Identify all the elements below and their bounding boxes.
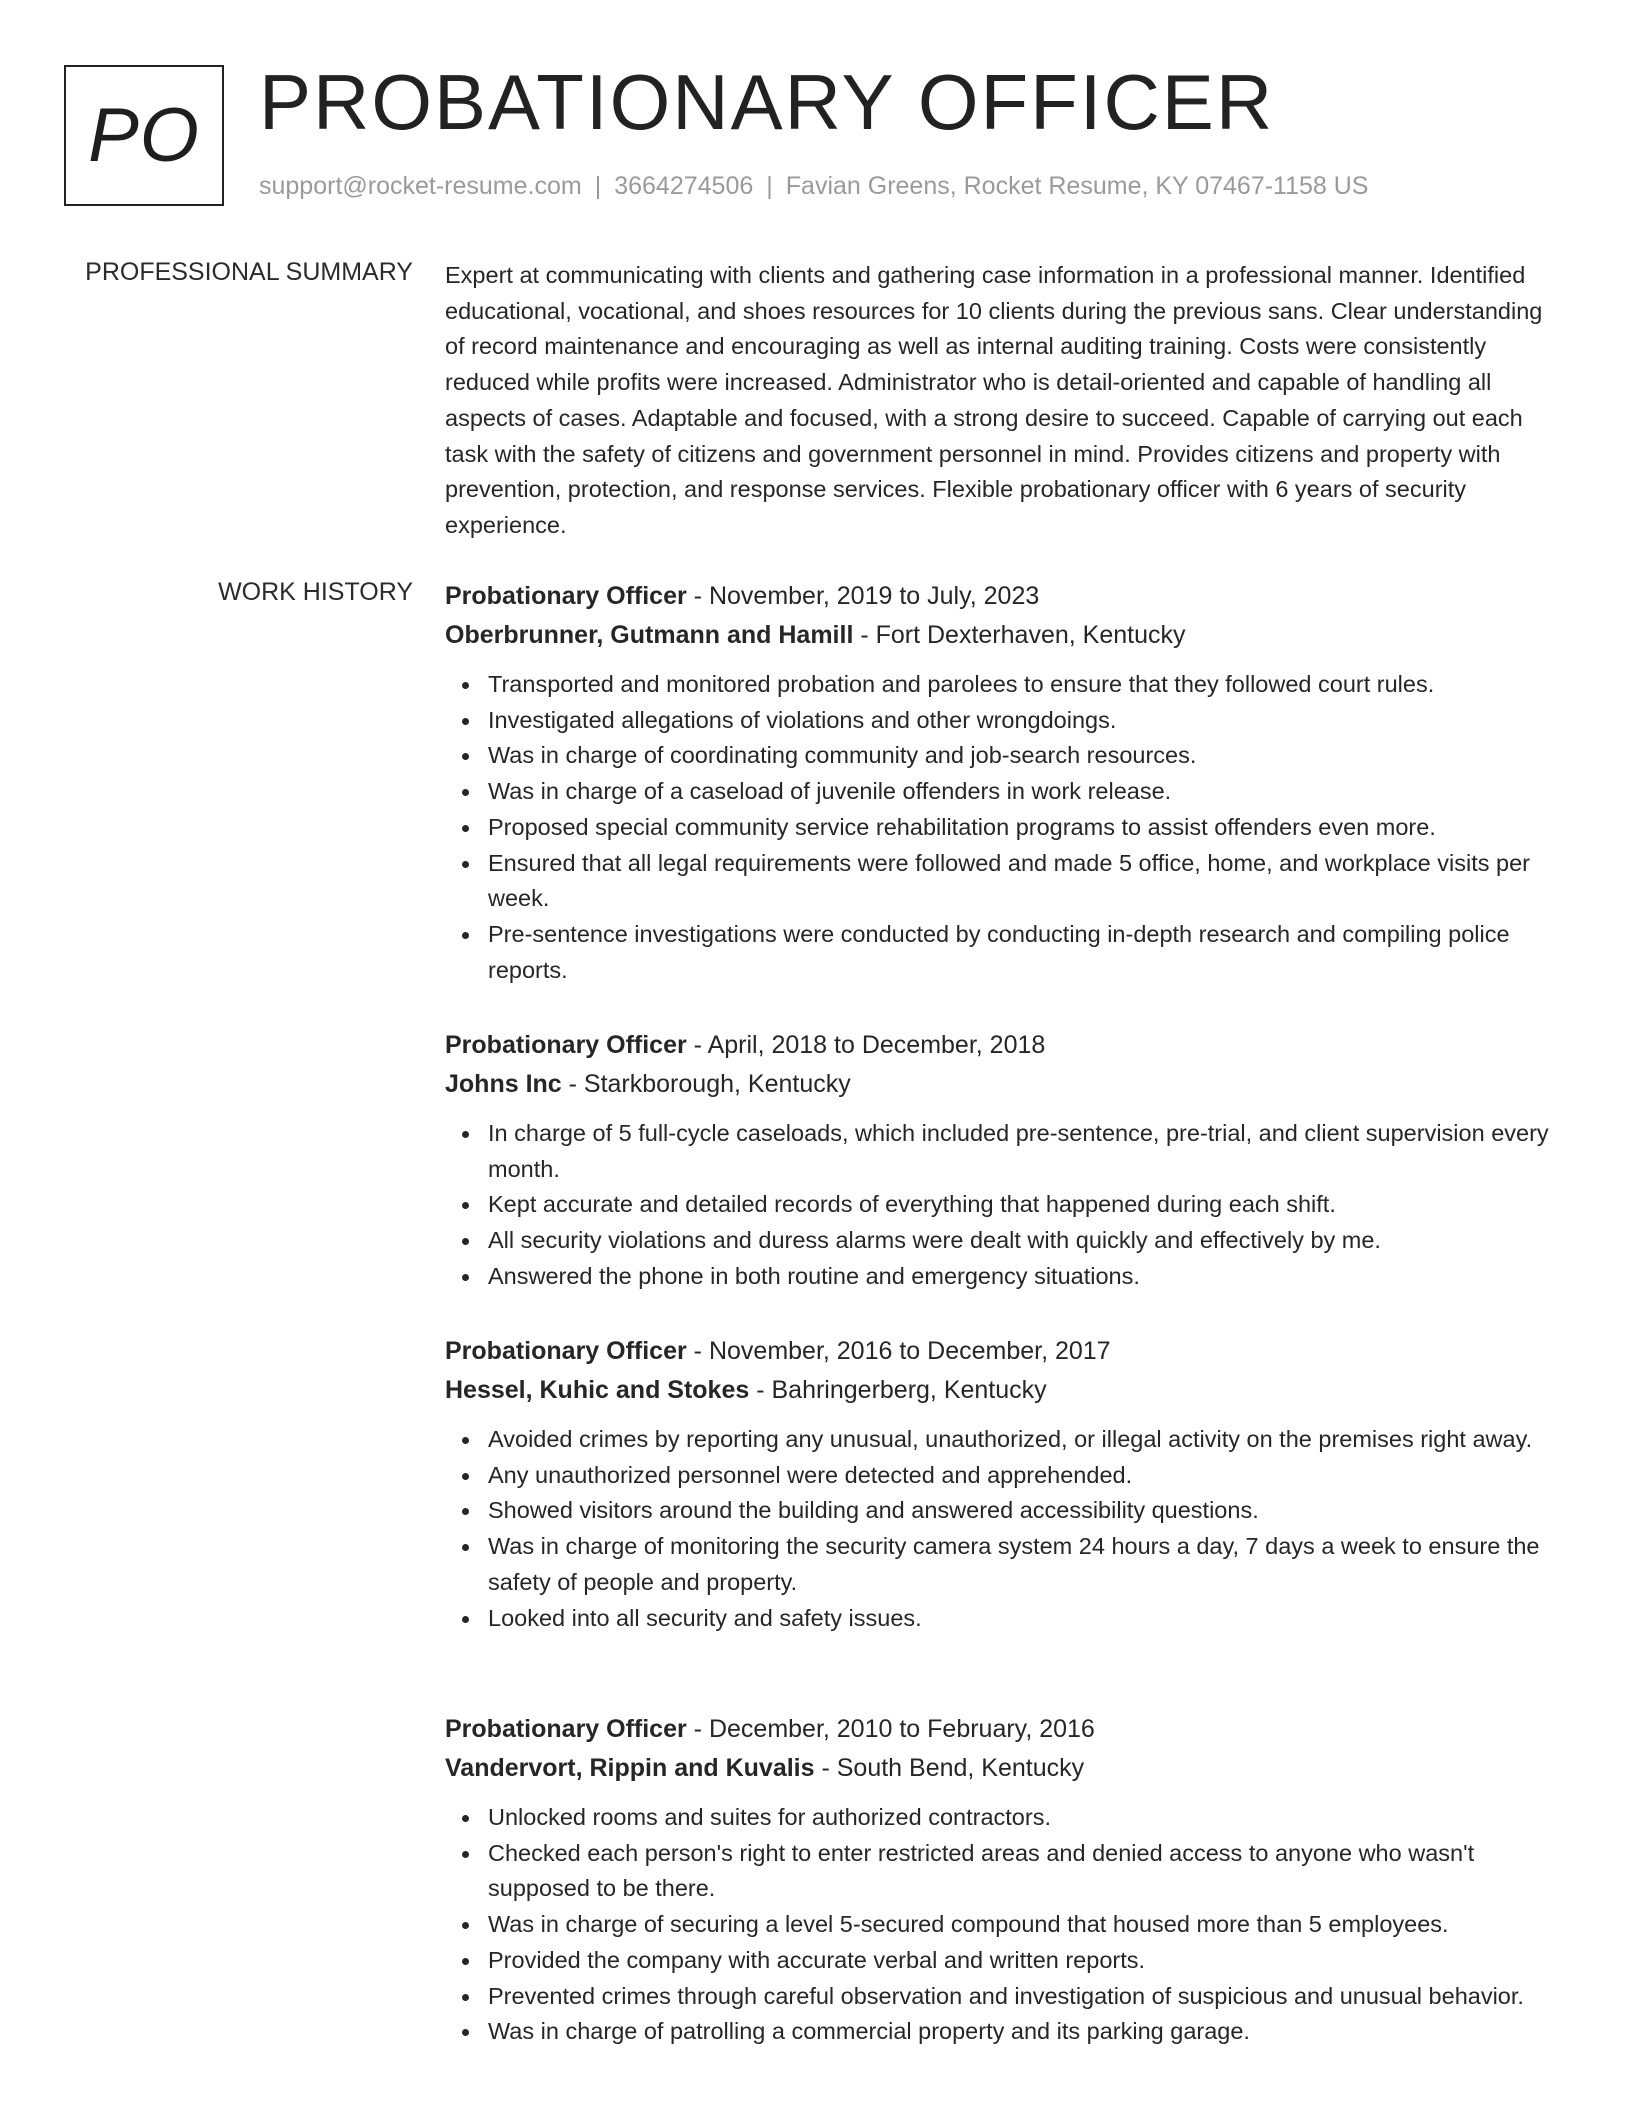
job-bullet: All security violations and duress alarms were dealt with quickly and effectively by me. — [488, 1223, 1560, 1259]
job-company: Johns Inc — [445, 1070, 562, 1098]
job-title-line — [445, 1710, 1560, 1749]
job-bullets — [445, 1422, 1560, 1636]
job-company-line — [445, 1749, 1560, 1788]
job-bullets — [445, 1116, 1560, 1295]
job-bullet: Proposed special community service rehabilitation programs to assist offenders even more. — [488, 810, 1560, 846]
contact-email: support@rocket-resume.com — [259, 172, 582, 200]
job-entry — [445, 577, 1560, 1026]
work-history-list — [445, 577, 1560, 2050]
job-bullet: Provided the company with accurate verbal and written reports. — [488, 1943, 1560, 1979]
job-bullet: Prevented crimes through careful observation and investigation of suspicious and unusual behavior. — [488, 1979, 1560, 2015]
job-entry — [445, 1710, 1560, 2050]
job-entry — [445, 1332, 1560, 1710]
job-bullets — [445, 667, 1560, 988]
work-history-heading: WORK HISTORY — [218, 578, 413, 606]
job-bullet: Investigated allegations of violations and other wrongdoings. — [488, 703, 1560, 739]
contact-line — [259, 172, 1368, 201]
job-company: Hessel, Kuhic and Stokes — [445, 1376, 750, 1404]
job-title: Probationary Officer — [445, 1337, 687, 1365]
job-bullet: Was in charge of securing a level 5-secured compound that housed more than 5 employees. — [488, 1907, 1560, 1943]
job-location: - Fort Dexterhaven, Kentucky — [853, 621, 1186, 649]
job-bullet: Showed visitors around the building and answered accessibility questions. — [488, 1493, 1560, 1529]
job-bullet: Was in charge of monitoring the security camera system 24 hours a day, 7 days a week to ensure the safety of people and property. — [488, 1529, 1560, 1600]
job-entry — [445, 1026, 1560, 1332]
job-dates: - November, 2016 to December, 2017 — [686, 1337, 1111, 1365]
job-bullet: Kept accurate and detailed records of everything that happened during each shift. — [488, 1187, 1560, 1223]
contact-phone: 3664274506 — [614, 172, 754, 200]
job-location: - South Bend, Kentucky — [814, 1754, 1085, 1782]
job-title: Probationary Officer — [445, 1715, 687, 1743]
job-bullet: In charge of 5 full-cycle caseloads, which included pre-sentence, pre-trial, and client supervision every month. — [488, 1116, 1560, 1187]
job-location: - Bahringerberg, Kentucky — [749, 1376, 1047, 1404]
job-dates: - April, 2018 to December, 2018 — [686, 1031, 1046, 1059]
job-company-line — [445, 1371, 1560, 1410]
job-bullet: Unlocked rooms and suites for authorized contractors. — [488, 1800, 1560, 1836]
job-bullet: Was in charge of patrolling a commercial property and its parking garage. — [488, 2014, 1560, 2050]
contact-address: Favian Greens, Rocket Resume, KY 07467-1158 US — [785, 172, 1369, 200]
job-location: - Starkborough, Kentucky — [561, 1070, 851, 1098]
job-company: Oberbrunner, Gutmann and Hamill — [445, 621, 854, 649]
summary-heading: PROFESSIONAL SUMMARY — [85, 258, 413, 286]
job-title: Probationary Officer — [445, 582, 687, 610]
job-bullet: Answered the phone in both routine and emergency situations. — [488, 1259, 1560, 1295]
job-company: Vandervort, Rippin and Kuvalis — [445, 1754, 815, 1782]
job-bullet: Transported and monitored probation and parolees to ensure that they followed court rules. — [488, 667, 1560, 703]
job-bullet: Ensured that all legal requirements were followed and made 5 office, home, and workplace visits per week. — [488, 846, 1560, 917]
job-bullet: Checked each person's right to enter restricted areas and denied access to anyone who wasn't supposed to be there. — [488, 1836, 1560, 1907]
job-title-line — [445, 577, 1560, 616]
contact-separator: | — [594, 172, 602, 200]
job-bullet: Was in charge of a caseload of juvenile offenders in work release. — [488, 774, 1560, 810]
job-bullet: Looked into all security and safety issues. — [488, 1601, 1560, 1637]
candidate-title: PROBATIONARY OFFICER — [259, 58, 1275, 146]
job-bullet: Was in charge of coordinating community and job-search resources. — [488, 738, 1560, 774]
job-company-line — [445, 616, 1560, 655]
contact-separator: | — [766, 172, 773, 200]
job-company-line — [445, 1065, 1560, 1104]
job-bullets — [445, 1800, 1560, 2050]
job-bullet: Pre-sentence investigations were conducted by conducting in-depth research and compiling police reports. — [488, 917, 1560, 988]
job-dates: - December, 2010 to February, 2016 — [686, 1715, 1095, 1743]
job-title-line — [445, 1026, 1560, 1065]
job-title: Probationary Officer — [445, 1031, 687, 1059]
summary-text: Expert at communicating with clients and gathering case information in a professional manner. Identified educational, vocational, and shoes resources for 10 clients during the previous sans. Clear understanding of record maintenance and encouraging as well as internal auditing training. Costs were consistently reduced while profits were increased. Administrator who is detail-oriented and capable of handling all aspects of cases. Adaptable and focused, with a strong desire to succeed. Capable of carrying out each task with the safety of citizens and government personnel in mind. Provides citizens and property with prevention, protection, and response services. Flexible probationary officer with 6 years of security experience. — [445, 262, 1543, 538]
job-dates: - November, 2019 to July, 2023 — [686, 582, 1040, 610]
job-bullet: Any unauthorized personnel were detected and apprehended. — [488, 1458, 1560, 1494]
job-bullet: Avoided crimes by reporting any unusual, unauthorized, or illegal activity on the premises right away. — [488, 1422, 1560, 1458]
monogram-logo: PO — [64, 65, 224, 206]
job-title-line — [445, 1332, 1560, 1371]
